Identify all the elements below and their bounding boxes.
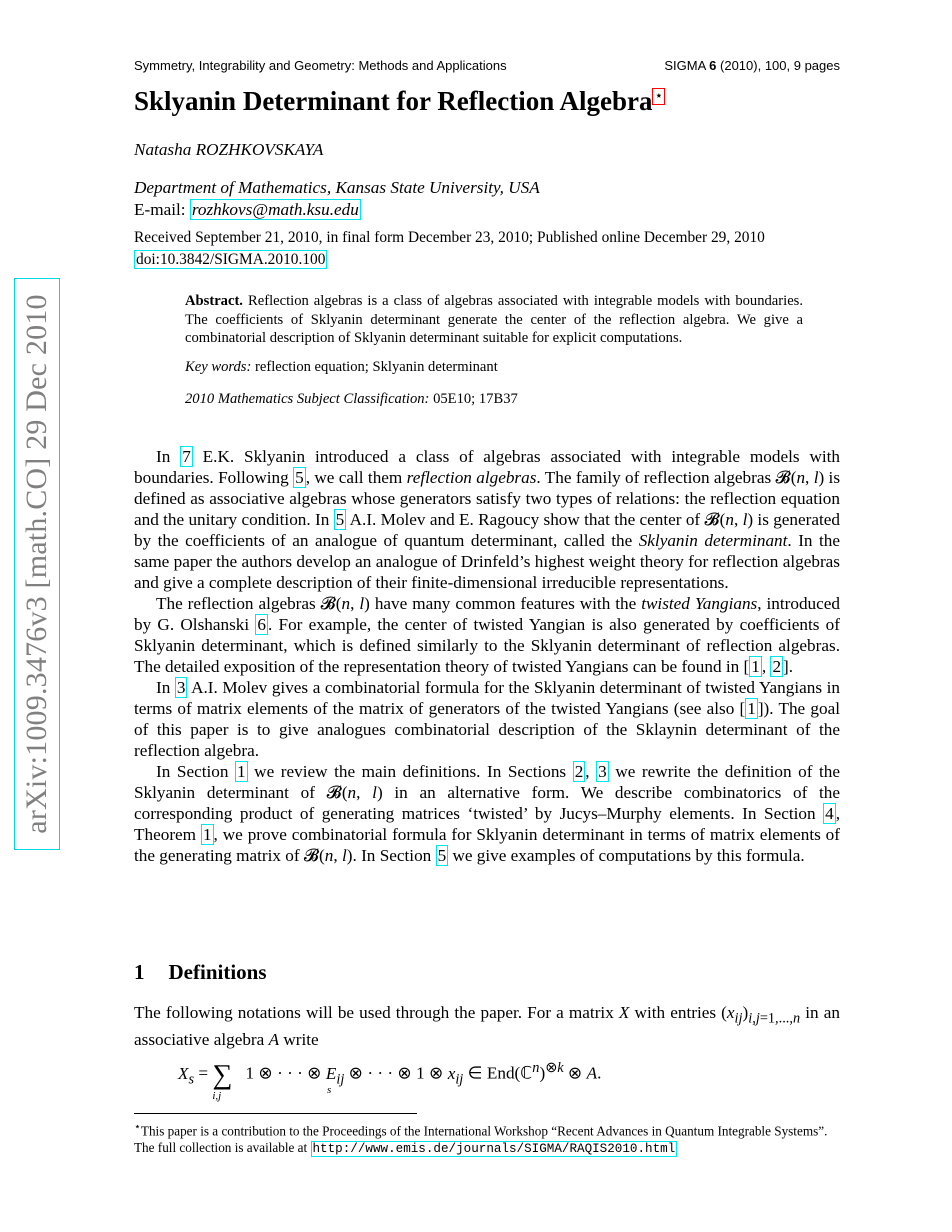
dates: Received September 21, 2010, in final form December 23, 2010; Published online December 29, 2010: [134, 229, 765, 246]
citation-volume: 6: [709, 58, 717, 73]
author: Natasha ROZHKOVSKAYA: [134, 140, 324, 159]
equation-subscript-s: s: [327, 1084, 332, 1096]
email-link[interactable]: rozhkovs@math.ksu.edu: [191, 200, 359, 219]
msc-label: 2010 Mathematics Subject Classification:: [185, 391, 430, 407]
keywords-text: reflection equation; Sklyanin determinant: [255, 358, 498, 375]
footnote-rule: [134, 1113, 417, 1114]
email-line: [134, 199, 361, 220]
affiliation: Department of Mathematics, Kansas State University, USA: [134, 178, 540, 197]
journal-name: Symmetry, Integrability and Geometry: Methods and Applications: [134, 58, 507, 73]
doi-link[interactable]: doi:10.3842/SIGMA.2010.100: [136, 251, 326, 268]
footnote-url[interactable]: http://www.emis.de/journals/SIGMA/RAQIS2010.html: [312, 1142, 676, 1157]
title-footnote-link[interactable]: ⋆: [654, 89, 664, 104]
keywords: [185, 358, 803, 377]
msc: [185, 390, 803, 409]
section-number: 1: [134, 960, 145, 984]
ref-section-4[interactable]: 4: [825, 804, 834, 823]
citation-rest: (2010), 100, 9 pages: [716, 58, 840, 73]
definitions-body: [134, 1002, 840, 1050]
cite-5b[interactable]: 5: [335, 510, 345, 529]
paragraph-3: In 3 A.I. Molev gives a combinatorial formula for the Sklyanin determinant of twisted Yangians in terms of matrix elements of the matrix of generators of the twisted Yangians (see also [ 1 ]). The goal of this paper is to give analogues combinatorial description of the Sklaynin determinant of the reflection algebra.: [134, 678, 840, 760]
paragraph-2: The reflection algebras 𝓑(n, l) have many common features with the twisted Yangians, introduced by G. Olshanski 6 . For example, the center of twisted Yangian is also generated by coefficients of Sklyanin determinant, which is defined similarly to the Sklyanin determinant of reflection algebras. The detailed exposition of the representation theory of twisted Yangians can be found in [ 1 , 2 ].: [134, 594, 840, 676]
abstract-label: Abstract.: [185, 293, 243, 309]
paragraph-1: In 7 E.K. Sklyanin introduced a class of algebras associated with integrable models with boundaries. Following 5 , we call them reflection algebras. The family of reflection algebras 𝓑(n, l) is defined as associative algebras whose generators satisfy two types of relations: the reflection equation and the unitary condition. In 5 A.I. Molev and E. Ragoucy show that the center of 𝓑(n, l) is generated by the coefficients of an analogue of quantum determinant, called the Sklyanin determinant. In the same paper the authors develop an analogue of Drinfeld’s highest weight theory for reflection algebras and give a complete description of their finite-dimensional irreducible representations.: [134, 447, 841, 592]
section-title: Definitions: [168, 960, 267, 984]
cite-5[interactable]: 5: [295, 468, 304, 487]
cite-2[interactable]: 2: [772, 657, 782, 676]
citation: [664, 58, 840, 73]
paper-title-text: Sklyanin Determinant for Reflection Algebra: [134, 86, 653, 116]
ref-section-2[interactable]: 2: [574, 762, 584, 781]
ref-section-5[interactable]: 5: [437, 846, 447, 865]
section-heading: [134, 960, 267, 985]
ref-section-3[interactable]: 3: [598, 762, 607, 781]
citation-prefix: SIGMA: [664, 58, 710, 73]
doi-line: [134, 249, 327, 270]
ref-theorem-1[interactable]: 1: [202, 825, 212, 844]
paper-title: [134, 86, 665, 117]
email-label: E-mail:: [134, 200, 186, 219]
cite-3[interactable]: 3: [176, 678, 186, 697]
cite-1[interactable]: 1: [751, 657, 760, 676]
abstract: [185, 292, 803, 409]
ref-section-1[interactable]: 1: [237, 762, 246, 781]
footnote: [134, 1119, 840, 1158]
footnote-text: This paper is a contribution to the Proceedings of the International Workshop “Recent Advances in Quantum Integrable Systems”. The full collection is available at: [134, 1123, 828, 1156]
introduction-body: [134, 446, 840, 866]
abstract-text: Reflection algebras is a class of algebras associated with integrable models with boundaries. The coefficients of Sklyanin determinant generate the center of the reflection algebra. We give a combinatorial description of Sklyanin determinant suitable for explicit computations.: [185, 293, 803, 346]
keywords-label: Key words:: [185, 358, 252, 375]
paragraph-4: In Section 1 we review the main definitions. In Sections 2 , 3 we rewrite the definition of the Sklyanin determinant of 𝓑(n, l) in an alternative form. We describe combinatorics of the corresponding product of generating matrices ‘twisted’ by Jucys–Murphy elements. In Section 4 , Theorem 1 , we prove combinatorial formula for Sklyanin determinant in terms of matrix elements of the generating matrix of 𝓑(n, l). In Section 5 we give examples of computations by this formula.: [134, 762, 841, 865]
definitions-paragraph: The following notations will be used through the paper. For a matrix X with entries $(x_{ij})_{i,j=1,...,n}$ in an associative algebra A write: [134, 1003, 840, 1050]
cite-7[interactable]: 7: [182, 447, 191, 466]
msc-text: 05E10; 17B37: [433, 391, 518, 407]
arxiv-stamp-text: arXiv:1009.3476v3 [math.CO] 29 Dec 2010: [20, 294, 53, 834]
abstract-paragraph: [185, 292, 803, 348]
cite-1b[interactable]: 1: [747, 699, 756, 718]
cite-6[interactable]: 6: [257, 615, 266, 634]
footnote-mark: ⋆: [134, 1121, 141, 1133]
equation-xs: $X_s = \sum_{i,j}$ 1 ⊗ · · · ⊗ $E_{ij}$ ⊗ · · · ⊗ 1 ⊗ $x_{ij}$ ∈ End(ℂ$^n$)$^{\otimes k}$ ⊗ A.: [178, 1059, 602, 1102]
arxiv-stamp[interactable]: [14, 278, 60, 850]
